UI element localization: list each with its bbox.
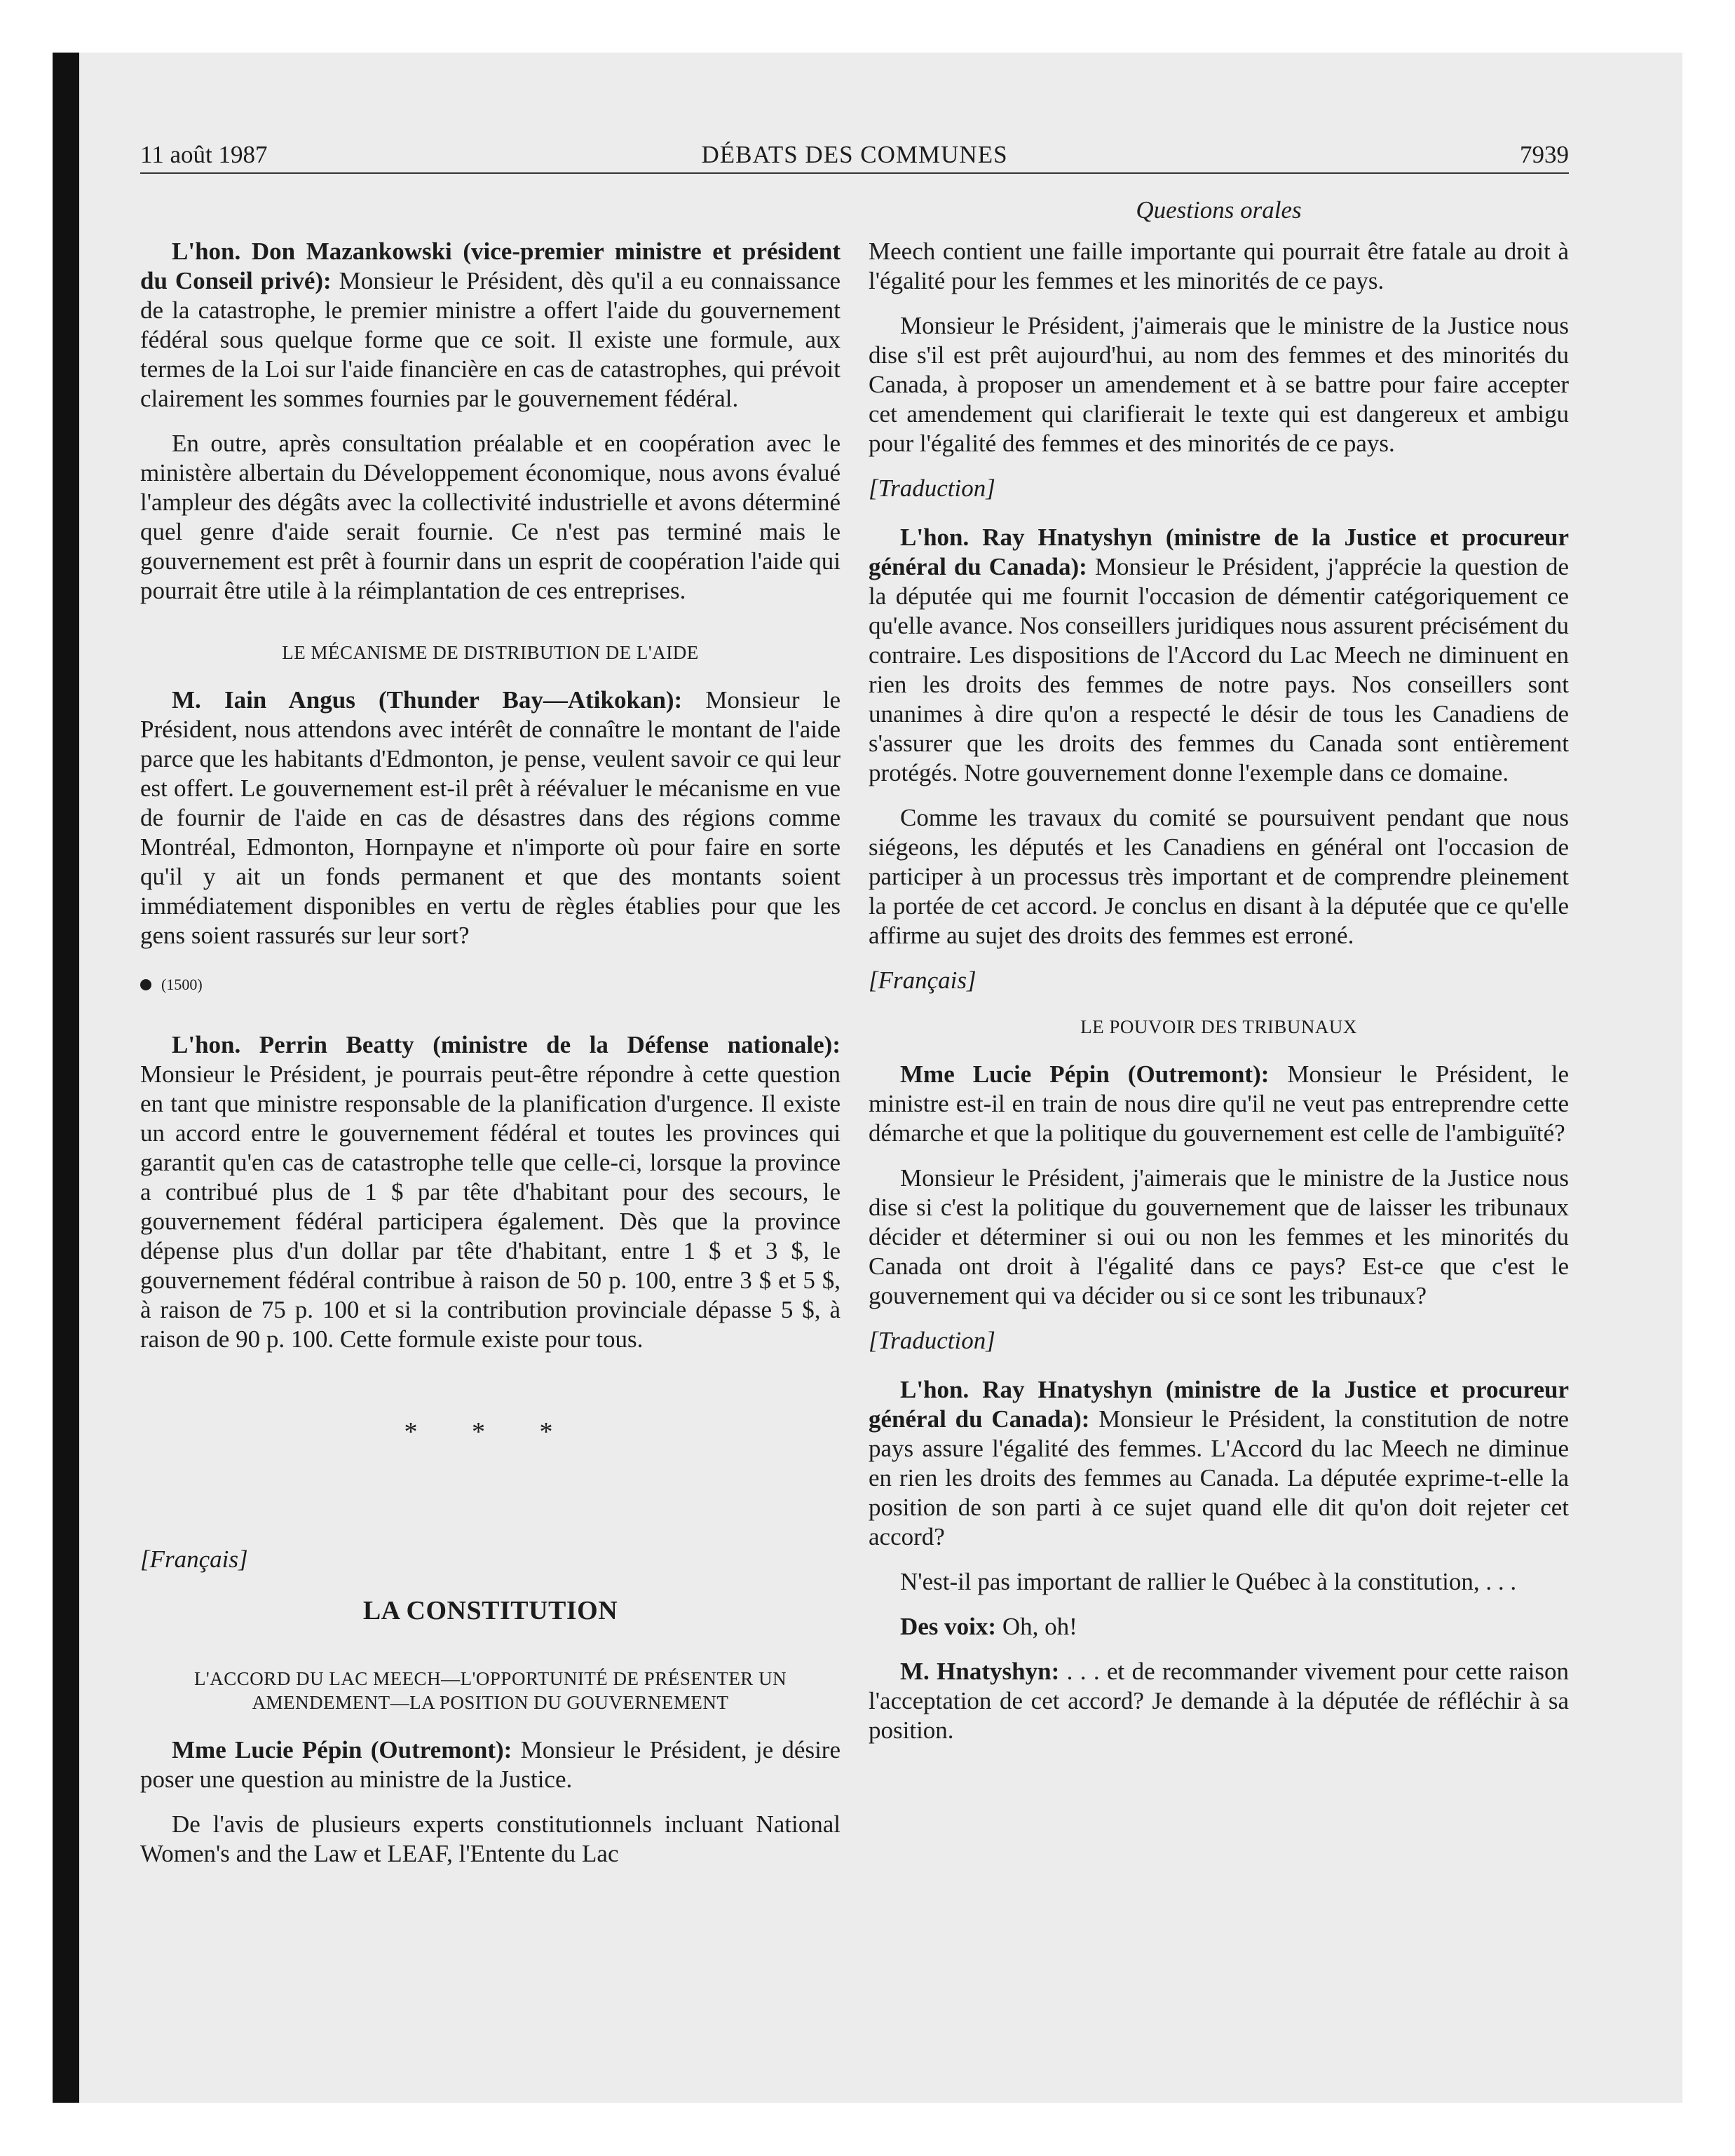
paragraph — [869, 1060, 1569, 1148]
header-date: 11 août 1987 — [140, 141, 268, 168]
paragraph: De l'avis de plusieurs experts constitutionnels incluant National Women's and the Law et LEAF, l'Entente du Lac — [140, 1810, 841, 1867]
section-separator: * * * — [404, 1417, 577, 1447]
paragraph — [869, 1612, 1569, 1642]
language-tag: [Traduction] — [869, 475, 995, 502]
time-marker — [140, 970, 841, 999]
paragraph — [140, 1030, 841, 1354]
paragraph: N'est-il pas important de rallier le Québec à la constitution, . . . — [900, 1568, 1517, 1595]
page-header — [140, 137, 1569, 174]
speech-text: . . . et de recommander vivement pour cette raison l'acceptation de cet accord? Je demande à la députée de réfléchir à sa position. — [869, 1658, 1569, 1744]
speech-text: Monsieur le Président, dès qu'il a eu connaissance de la catastrophe, le premier ministre a offert l'aide du gouvernement fédéral sous quelque forme que ce soit. Il existe une formule, aux termes de la Loi sur l'aide financière en cas de catastrophes, qui prévoit clairement les sommes fournies par le gouvernement fédéral. — [140, 267, 841, 412]
speech-text: Monsieur le Président, j'apprécie la question de la députée qui me fournit l'occasion de démentir catégoriquement ce qu'elle avance. Nos conseillers juridiques nous assurent précisément du contraire. Les dispositions de l'Accord du Lac Meech ne diminuent en rien les droits des femmes de notre pays. Nos conseillers sont unanimes à dire qu'on a respecté le désir de tous les Canadiens de s'assurer que les droits des femmes du Canada sont entièrement protégés. Notre gouvernement donne l'exemple dans ce domaine. — [869, 553, 1569, 786]
right-column — [869, 237, 1569, 1761]
language-tag: [Français] — [869, 967, 977, 994]
speaker-name: L'hon. Ray Hnatyshyn (ministre de la Justice et procureur général du Canada): — [869, 524, 1569, 580]
speaker-name: L'hon. Don Mazankowski (vice-premier ministre et président du Conseil privé): — [140, 238, 841, 294]
subheading: L'ACCORD DU LAC MEECH—L'OPPORTUNITÉ DE PRÉSENTER UN AMENDEMENT—LA POSITION DU GOUVERNEMENT — [193, 1668, 787, 1713]
paragraph — [140, 685, 841, 950]
scan-edge-shadow — [53, 53, 79, 2103]
paragraph: En outre, après consultation préalable et en coopération avec le ministère albertain du Développement économique, nous avons évalué l'ampleur des dégâts avec la collectivité industrielle et avons déterminé quel genre d'aide serait fournie. Ce n'est pas terminé mais le gouvernement est prêt à fournir dans un esprit de coopération l'aide qui pourrait être utile à la réimplantation de ces entreprises. — [140, 430, 841, 604]
paragraph — [869, 1375, 1569, 1552]
speaker-name: L'hon. Perrin Beatty (ministre de la Défense nationale): — [172, 1031, 841, 1058]
header-page-number: 7939 — [1520, 141, 1569, 168]
main-heading: LA CONSTITUTION — [362, 1596, 618, 1625]
bullet-icon — [140, 979, 151, 990]
subheading: LE MÉCANISME DE DISTRIBUTION DE L'AIDE — [282, 642, 699, 663]
paragraph: Monsieur le Président, j'aimerais que le ministre de la Justice nous dise si c'est la politique du gouvernement que de laisser les tribunaux décider et déterminer si oui ou non les femmes et les minorités du Canada ont droit à l'égalité dans ce pays? Est-ce que c'est le gouvernement qui va décider ou si ce sont les tribunaux? — [869, 1164, 1569, 1309]
speech-text: Monsieur le Président, je pourrais peut-être répondre à cette question en tant que ministre responsable de la planification d'urgence. Il existe un accord entre le gouvernement fédéral et toutes les provinces qui garantit qu'en cas de catastrophe telle que celle-ci, lorsque la province a contribué plus de 1 $ par tête d'habitant pour des secours, le gouvernement fédéral participera également. Dès que la province dépense plus d'un dollar par tête d'habitant, entre 1 $ et 3 $, le gouvernement fédéral contribue à raison de 50 p. 100, entre 3 $ et 5 $, à raison de 75 p. 100 et si la contribution provinciale dépasse 5 $, à raison de 90 p. 100. Cette formule existe pour tous. — [140, 1060, 841, 1353]
speech-text: Monsieur le Président, je désire poser une question au ministre de la Justice. — [140, 1736, 841, 1793]
paragraph — [140, 1735, 841, 1794]
speech-text: Monsieur le Président, le ministre est-il en train de nous dire qu'il ne veut pas entreprendre cette démarche et que la politique du gouvernement est celle de l'ambiguïté? — [869, 1060, 1569, 1147]
paragraph — [869, 523, 1569, 788]
speaker-name: M. Iain Angus (Thunder Bay—Atikokan): — [172, 686, 683, 714]
speech-text: Oh, oh! — [996, 1613, 1077, 1640]
speech-text: Monsieur le Président, nous attendons avec intérêt de connaître le montant de l'aide parce que les habitants d'Edmonton, je pense, veulent savoir ce qui leur est offert. Le gouvernement est-il prêt à réévaluer le mécanisme en vue de fournir de l'aide en cas de désastres dans des régions comme Montréal, Edmonton, Hornpayne et n'importe où pour faire en sorte qu'il y ait un fonds permanent et que des montants soient immédiatement disponibles en vertu de règles établies pour que les gens soient rassurés sur leur sort? — [140, 686, 841, 949]
paragraph — [869, 1657, 1569, 1745]
speech-text: Monsieur le Président, la constitution de notre pays assure l'égalité des femmes. L'Accord du lac Meech ne diminue en rien les droits des femmes au Canada. La députée exprime-t-elle la position de son parti à ce sujet quand elle dit qu'on doit rejeter cet accord? — [869, 1405, 1569, 1550]
language-tag: [Français] — [140, 1546, 248, 1573]
speaker-name: Des voix: — [900, 1613, 997, 1640]
paragraph — [140, 237, 841, 414]
paragraph: Comme les travaux du comité se poursuivent pendant que nous siégeons, les députés et les Canadiens en général ont l'occasion de participer à un processus très important et de comprendre pleinement la portée de cet accord. Je conclus en disant à la députée que ce qu'elle affirme au sujet des droits des femmes est erroné. — [869, 804, 1569, 949]
speaker-name: Mme Lucie Pépin (Outremont): — [172, 1736, 512, 1763]
time-marker-text: (1500) — [161, 976, 203, 993]
language-tag: [Traduction] — [869, 1327, 995, 1354]
speaker-name: L'hon. Ray Hnatyshyn (ministre de la Justice et procureur général du Canada): — [869, 1376, 1569, 1433]
section-label: Questions orales — [1136, 196, 1302, 224]
speaker-name: Mme Lucie Pépin (Outremont): — [900, 1060, 1270, 1088]
paragraph: Meech contient une faille importante qui pourrait être fatale au droit à l'égalité pour les femmes et les minorités de ce pays. — [869, 238, 1569, 294]
speaker-name: M. Hnatyshyn: — [900, 1658, 1060, 1685]
paragraph: Monsieur le Président, j'aimerais que le ministre de la Justice nous dise s'il est prêt aujourd'hui, au nom des femmes et des minorités du Canada, à proposer un amendement et à se battre pour faire accepter cet amendement qui clarifierait le texte qui est dangereux et ambigu pour l'égalité des femmes et des minorités de ce pays. — [869, 312, 1569, 457]
header-title: DÉBATS DES COMMUNES — [701, 141, 1008, 168]
subheading: LE POUVOIR DES TRIBUNAUX — [1080, 1016, 1357, 1037]
left-column — [140, 237, 841, 1884]
